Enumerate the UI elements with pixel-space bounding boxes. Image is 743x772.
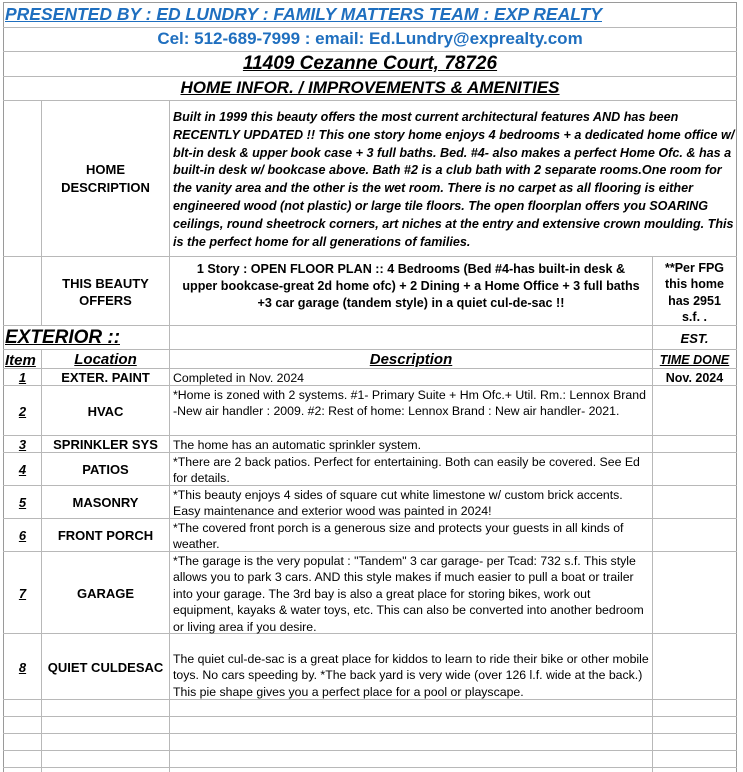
- item-location: HVAC: [87, 403, 124, 419]
- item-number: 3: [18, 437, 27, 452]
- item-description: *The covered front porch is a generous size and protects your guests in all kinds of weather.: [173, 521, 624, 552]
- header-row-presenter: [3, 2, 737, 28]
- item-number: 5: [18, 495, 27, 510]
- item-location: MASONRY: [72, 495, 139, 510]
- item-description: The home has an automatic sprinkler system.: [173, 438, 422, 452]
- home-description-text: Built in 1999 this beauty offers the most current architectural features AND has been RECENTLY UPDATED !! This one story home enjoys 4 bedrooms + a dedicated home office w/ blt-in desk & upper book case + 3 full baths. Bed. #4- also makes a perfect Home Ofc. & has a built-in desk w/ bookcase above. Bath #2 is a club bath with 2 separate rooms.One room for the vanity area and the other is the wet room. There is no carpet as all flooring is either engineered wood (not plastic) or large tile floors. The open floorplan offers you SOARING ceilings, round sheetrock corners, art niches at the entry and extensive crown moulding. This is the perfect home for all generations of families.: [173, 110, 735, 249]
- contact-line[interactable]: Cel: 512-689-7999 : email: Ed.Lundry@exprealty.com: [157, 29, 583, 48]
- item-location: PATIOS: [82, 462, 129, 477]
- item-location: QUIET CULDESAC: [47, 659, 164, 675]
- section-title: HOME INFOR. / IMPROVEMENTS & AMENITIES: [180, 78, 560, 97]
- header-row-section: [3, 77, 737, 101]
- item-location: GARAGE: [76, 585, 135, 601]
- column-header-description: Description: [369, 351, 453, 368]
- item-number: 8: [18, 659, 27, 675]
- item-number: 7: [18, 585, 27, 601]
- beauty-offers-label: THIS BEAUTY OFFERS: [62, 275, 149, 308]
- item-description: Completed in Nov. 2024: [173, 371, 305, 385]
- item-number: 2: [18, 403, 27, 419]
- item-location: EXTER. PAINT: [61, 370, 150, 385]
- empty-row: [3, 751, 737, 768]
- header-row-address: [3, 52, 737, 77]
- column-header-time-done: TIME DONE: [659, 352, 730, 367]
- column-header-item: Item: [5, 352, 36, 369]
- column-header-location: Location: [74, 351, 137, 368]
- item-description: *Home is zoned with 2 systems. #1- Primary Suite + Hm Ofc.+ Util. Rm.: Lennox Brand -New air handler : 2009. #2: Rest of home: Lennox Brand : New air handler- 2021.: [173, 388, 646, 419]
- header-row-contact: [3, 28, 737, 52]
- empty-row: [3, 734, 737, 751]
- item-number: 6: [18, 528, 27, 543]
- item-description: *The garage is the very populat : "Tandem" 3 car garage- per Tcad: 732 s.f. This style allows you to park 3 cars. AND this style makes if much easier to pull a boat or trailer into your garage. The 3rd bay is also a great place for storing bikes, work out equipment, kayaks & water toys, etc. This can also be converted into another bedroom or living area if you desire.: [173, 554, 644, 634]
- item-location: FRONT PORCH: [57, 528, 154, 543]
- item-time-done: Nov. 2024: [665, 370, 724, 385]
- property-address: 11409 Cezanne Court, 78726: [242, 53, 498, 74]
- item-description: The quiet cul-de-sac is a great place for kiddos to learn to ride their bike or other mobile toys. No cars speeding by. *The back yard is very wide (over 126 l.f. wide at the back.) This pie shape gives you a perfect place for a pool or playscape.: [173, 652, 649, 699]
- item-description: *This beauty enjoys 4 sides of square cut white limestone w/ custom brick accents. Easy maintenance and exterior wood was painted in 2024!: [173, 488, 623, 519]
- presenter-line[interactable]: PRESENTED BY : ED LUNDRY : FAMILY MATTERS TEAM : EXP REALTY: [5, 4, 602, 24]
- item-description: *There are 2 back patios. Perfect for entertaining. Both can easily be covered. See Ed for details.: [173, 455, 640, 486]
- empty-row: [3, 717, 737, 734]
- est-label: EST.: [680, 330, 709, 346]
- empty-row: [3, 700, 737, 717]
- item-number: 1: [18, 370, 27, 385]
- item-number: 4: [18, 462, 27, 477]
- exterior-section-title: EXTERIOR ::: [5, 327, 121, 348]
- item-location: SPRINKLER SYS: [53, 437, 158, 452]
- home-description-label: HOME DESCRIPTION: [61, 162, 150, 195]
- beauty-offers-text: 1 Story : OPEN FLOOR PLAN :: 4 Bedrooms (Bed #4-has built-in desk & upper bookcase-great 2d home ofc) + 2 Dining + a Home Office + 3 full baths +3 car garage (tandem style) in a quiet cul-de-sac !!: [182, 262, 640, 310]
- fpg-square-footage-note: **Per FPG this home has 2951 s.f. .: [664, 261, 725, 325]
